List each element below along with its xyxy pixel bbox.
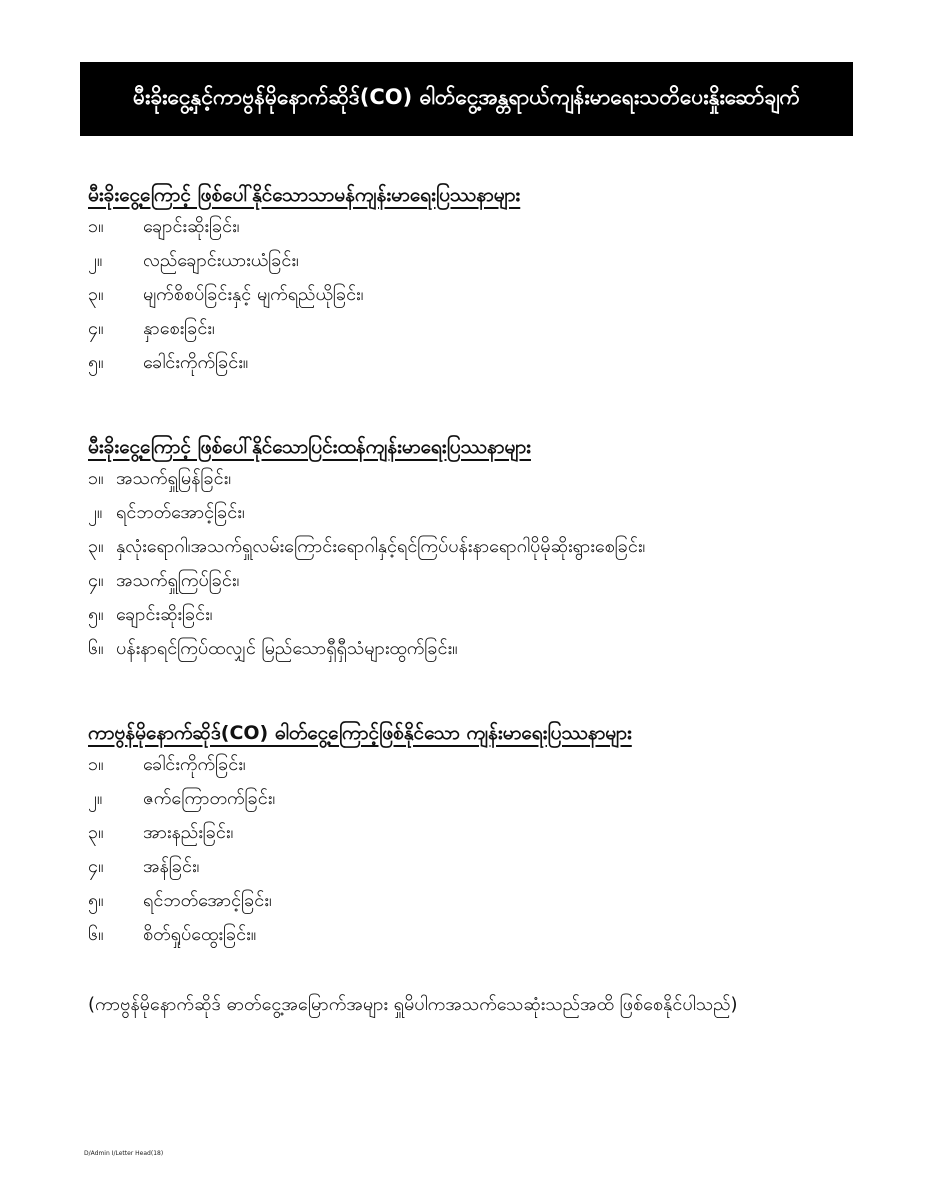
item-number: ၆။	[88, 923, 104, 945]
list-item	[88, 346, 848, 380]
title-banner	[80, 62, 853, 136]
list-item	[88, 884, 848, 918]
page-title: မီးခိုးငွေ့နှင့်ကာဗွန်မိုနောက်ဆိုဒ်(CO) ဓါတ်ငွေ့အန္တရာယ်ကျန်းမာရေးသတိပေးနှိုးဆော်ချက်	[132, 84, 801, 109]
item-number: ၃။	[88, 821, 104, 843]
list-item	[88, 598, 848, 632]
section-serious-smoke-problems	[88, 432, 848, 666]
item-text: ချောင်းဆိုးခြင်း၊	[116, 603, 213, 625]
item-text: နှာစေးခြင်း၊	[143, 317, 215, 339]
list-item	[88, 278, 848, 312]
list-item	[88, 850, 848, 884]
item-number: ၅။	[88, 351, 104, 373]
item-text: ခေါင်းကိုက်ခြင်း။	[143, 351, 249, 373]
item-number: ၃။	[88, 535, 104, 557]
list-item	[88, 312, 848, 346]
item-text: ရင်ဘတ်အောင့်ခြင်း၊	[116, 501, 245, 523]
item-text: အန်ခြင်း၊	[143, 855, 200, 877]
item-number: ၂။	[88, 501, 103, 523]
item-number: ၆။	[88, 637, 104, 659]
list-item	[88, 244, 848, 278]
list-item	[88, 782, 848, 816]
item-number: ၄။	[88, 317, 104, 339]
item-number: ၄။	[88, 569, 104, 591]
item-number: ၁။	[88, 753, 104, 775]
item-number: ၁။	[88, 467, 104, 489]
list-item	[88, 210, 848, 244]
list-item	[88, 816, 848, 850]
footer-reference: D/Admin I/Letter Head(18)	[84, 1150, 164, 1157]
list-item	[88, 748, 848, 782]
item-text: လည်ချောင်းယားယံခြင်း၊	[143, 249, 299, 271]
item-number: ၂။	[88, 787, 103, 809]
section-heading: မီးခိုးငွေ့ကြောင့် ဖြစ်ပေါ်နိုင်သောပြင်းထန်ကျန်းမာရေးပြဿနာများ	[88, 436, 531, 458]
list-item	[88, 530, 848, 564]
item-text: ပန်းနာရင်ကြပ်ထလျှင် မြည်သောရှီရှီသံများထွက်ခြင်း။	[116, 637, 458, 659]
section-heading: ကာဗွန်မိုနောက်ဆိုဒ်(CO) ဓါတ်ငွေ့ကြောင့်ဖြစ်နိုင်သော ကျန်းမာရေးပြဿနာများ	[88, 722, 632, 744]
warning-note: (ကာဗွန်မိုနောက်ဆိုဒ် ဓာတ်ငွေ့အမြောက်အများ ရှူမိပါကအသက်သေဆုံးသည်အထိ ဖြစ်စေနိုင်ပါသည်)	[88, 994, 738, 1015]
item-text: စိတ်ရှုပ်ထွေးခြင်း။	[143, 923, 257, 945]
item-number: ၁။	[88, 215, 104, 237]
list-item	[88, 918, 848, 952]
item-number: ၅။	[88, 889, 104, 911]
item-text: အားနည်းခြင်း၊	[143, 821, 234, 843]
item-text: ဇက်ကြောတက်ခြင်း၊	[143, 787, 276, 809]
list-item	[88, 496, 848, 530]
section-common-smoke-problems	[88, 180, 848, 380]
item-text: မျက်စိစပ်ခြင်းနှင့် မျက်ရည်ယိုခြင်း၊	[143, 283, 364, 305]
section-carbon-monoxide-problems	[88, 718, 848, 952]
list-item	[88, 564, 848, 598]
item-text: ခေါင်းကိုက်ခြင်း၊	[143, 753, 246, 775]
item-number: ၂။	[88, 249, 103, 271]
item-text: ချောင်းဆိုးခြင်း၊	[143, 215, 240, 237]
list-item	[88, 632, 848, 666]
item-text: နှလုံးရောဂါ၊အသက်ရှူလမ်းကြောင်းရောဂါနှင့်ရင်ကြပ်ပန်းနာရောဂါပိုမိုဆိုးရွားစေခြင်း၊	[116, 535, 646, 557]
section-heading: မီးခိုးငွေ့ကြောင့် ဖြစ်ပေါ်နိုင်သောသာမန်ကျန်းမာရေးပြဿနာများ	[88, 184, 521, 206]
item-text: အသက်ရှူမြန်ခြင်း၊	[116, 467, 232, 489]
item-text: အသက်ရှူကြပ်ခြင်း၊	[116, 569, 240, 591]
item-number: ၄။	[88, 855, 104, 877]
item-number: ၃။	[88, 283, 104, 305]
item-number: ၅။	[88, 603, 104, 625]
item-text: ရင်ဘတ်အောင့်ခြင်း၊	[143, 889, 272, 911]
list-item	[88, 462, 848, 496]
